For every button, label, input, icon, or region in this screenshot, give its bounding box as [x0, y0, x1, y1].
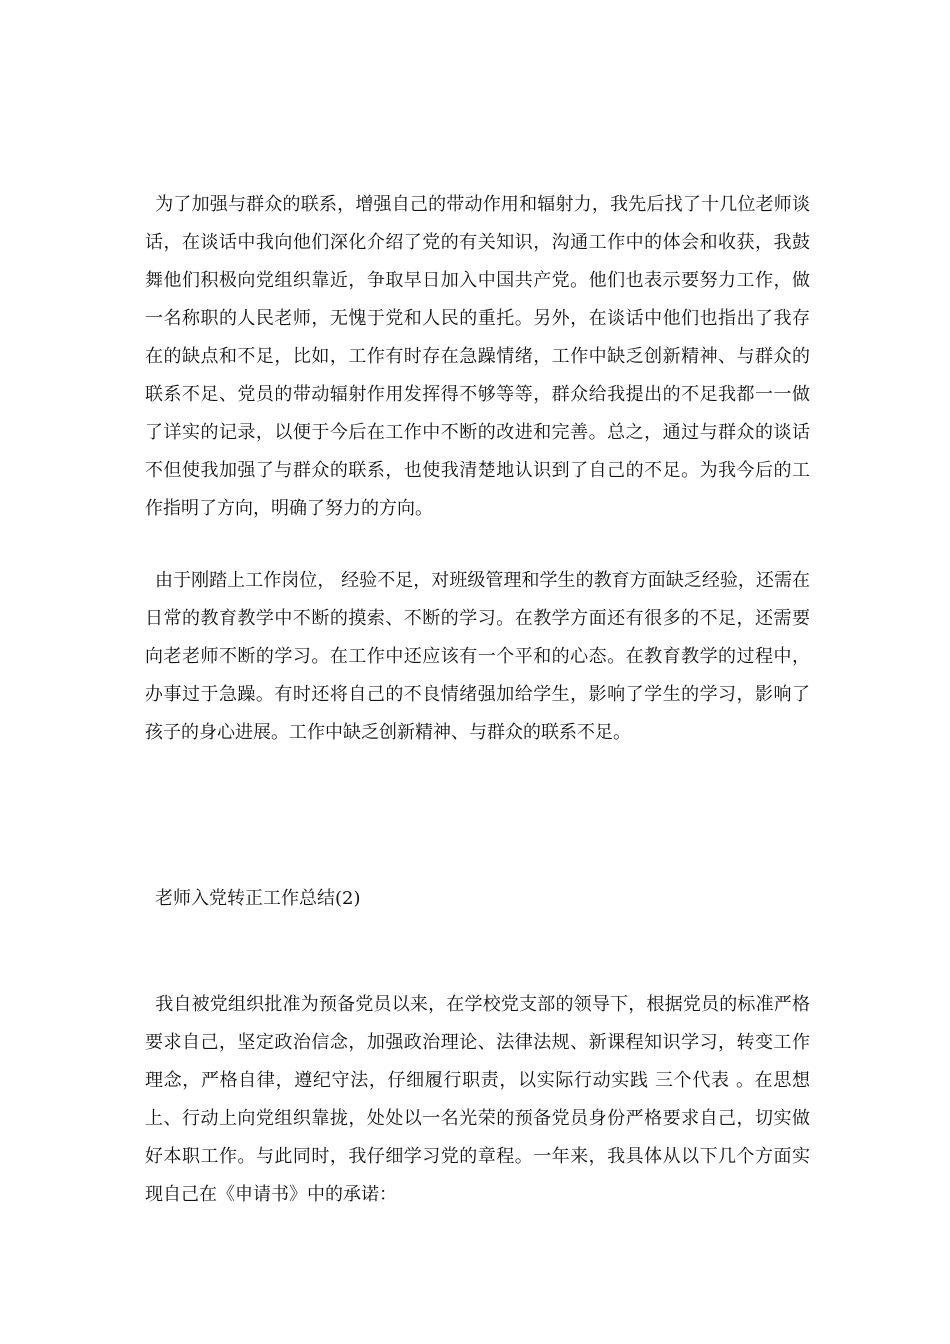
body-paragraph: [145, 186, 810, 528]
paragraph-text: 为了加强与群众的联系，增强自己的带动作用和辐射力，我先后找了十几位老师谈话，在谈话中我向他们深化介绍了党的有关知识，沟通工作中的体会和收获，我鼓舞他们积极向党组织靠近，争取早日加入中国共产党。他们也表示要努力工作，做一名称职的人民老师，无愧于党和人民的重托。另外，在谈话中他们也指出了我存在的缺点和不足，比如，工作有时存在急躁情绪，工作中缺乏创新精神、与群众的联系不足、党员的带动辐射作用发挥得不够等等，群众给我提出的不足我都一一做了详实的记录，以便于今后在工作中不断的改进和完善。总之，通过与群众的谈话不但使我加强了与群众的联系，也使我清楚地认识到了自己的不足。为我今后的工作指明了方向，明确了努力的方向。: [145, 194, 810, 519]
section-heading-text: 老师入党转正工作总结(2): [155, 888, 361, 909]
section-heading: [145, 880, 810, 918]
body-paragraph: [145, 986, 810, 1214]
paragraph-text: 由于刚踏上工作岗位， 经验不足，对班级管理和学生的教育方面缺乏经验，还需在日常的教育教学中不断的摸索、不断的学习。在教学方面还有很多的不足，还需要向老老师不断的学习。在工作中还应该有一个平和的心态。在教育教学的过程中，办事过于急躁。有时还将自己的不良情绪强加给学生，影响了学生的学习，影响了孩子的身心进展。工作中缺乏创新精神、与群众的联系不足。: [145, 570, 810, 743]
paragraph-text: 我自被党组织批准为预备党员以来，在学校党支部的领导下，根据党员的标准严格要求自己，坚定政治信念，加强政治理论、法律法规、新课程知识学习，转变工作理念，严格自律，遵纪守法，仔细履行职责，以实际行动实践 三个代表 。在思想上、行动上向党组织靠拢，处处以一名光荣的预备党员身份严格要求自己，切实做好本职工作。与此同时，我仔细学习党的章程。一年来，我具体从以下几个方面实现自己在《申请书》中的承诺：: [145, 994, 810, 1205]
body-paragraph: [145, 562, 810, 752]
